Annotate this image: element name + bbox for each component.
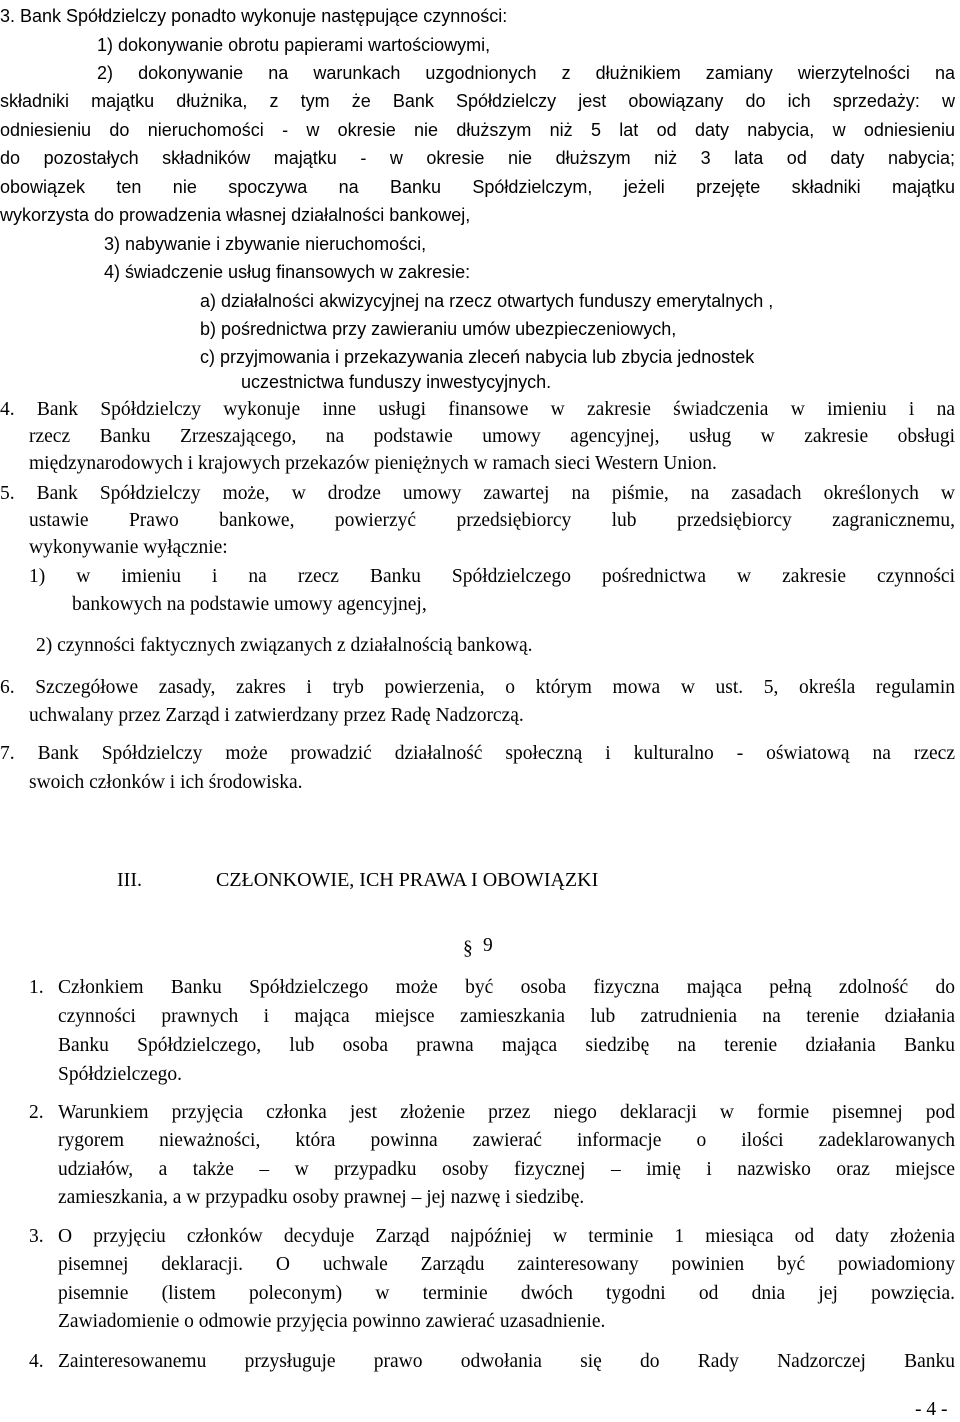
- point-2-line-4: zamieszkania, a w przypadku osoby prawnej – jej nazwę i siedzibę.: [58, 1187, 585, 1208]
- point-3-line-3: pisemnie (listem poleconym) w terminie dwóch tygodni od dnia jej powzięcia.: [58, 1283, 955, 1304]
- point-1-line-3: Banku Spółdzielczego, lub osoba prawna mająca siedzibę na terenie działania Banku: [58, 1035, 955, 1056]
- s4-line-3: międzynarodowych i krajowych przekazów pieniężnych w ramach sieci Western Union.: [29, 453, 717, 474]
- point-2-number: 2.: [29, 1102, 44, 1123]
- s3-item-4: 4) świadczenie usług finansowych w zakresie:: [104, 262, 471, 282]
- s3-item-2-line-1: 2) dokonywanie na warunkach uzgodnionych z dłużnikiem zamiany wierzytelności na: [97, 63, 955, 83]
- s6-line-1: 6. Szczegółowe zasady, zakres i tryb powierzenia, o którym mowa w ust. 5, określa regulamin: [0, 677, 955, 698]
- point-4-number: 4.: [29, 1351, 44, 1372]
- s7-line-1: 7. Bank Spółdzielczy może prowadzić działalność społeczną i kulturalno - oświatową na rzecz: [0, 743, 955, 764]
- s3-item-1: 1) dokonywanie obrotu papierami wartościowymi,: [97, 35, 491, 55]
- s3-item-2-line-4: do pozostałych składników majątku - w okresie nie dłuższym niż 3 lata od daty nabycia;: [0, 148, 955, 168]
- s5-line-1: 5. Bank Spółdzielczy może, w drodze umowy zawartej na piśmie, na zasadach określonych w: [0, 483, 955, 504]
- s3-item-4c-line-2: uczestnictwa funduszy inwestycyjnych.: [241, 372, 552, 392]
- s3-item-2-line-5: obowiązek ten nie spoczywa na Banku Spółdzielczym, jeżeli przejęte składniki majątku: [0, 177, 955, 197]
- page-number: - 4 -: [915, 1399, 948, 1420]
- s3-item-4b: b) pośrednictwa przy zawieraniu umów ubezpieczeniowych,: [200, 319, 677, 339]
- s7-line-2: swoich członków i ich środowiska.: [29, 772, 303, 793]
- s6-line-2: uchwalany przez Zarząd i zatwierdzany przez Radę Nadzorczą.: [29, 705, 524, 726]
- s3-item-3: 3) nabywanie i zbywanie nieruchomości,: [104, 234, 427, 254]
- s4-line-1: 4. Bank Spółdzielczy wykonuje inne usługi finansowe w zakresie świadczenia w imieniu i na: [0, 399, 955, 420]
- point-1-line-1: Członkiem Banku Spółdzielczego może być osoba fizyczna mająca pełną zdolność do: [58, 977, 955, 998]
- section-sign: §: [463, 938, 473, 959]
- point-2-line-2: rygorem nieważności, która powinna zawierać informacje o ilości zadeklarowanych: [58, 1130, 955, 1151]
- s3-item-2-line-6: wykorzysta do prowadzenia własnej działalności bankowej,: [0, 205, 471, 225]
- s5-item-1-line-2: bankowych na podstawie umowy agencyjnej,: [72, 594, 427, 615]
- point-1-number: 1.: [29, 977, 44, 998]
- s5-item-2: 2) czynności faktycznych związanych z działalnością bankową.: [36, 635, 533, 656]
- point-1-line-4: Spółdzielczego.: [58, 1064, 182, 1085]
- point-3-line-2: pisemnej deklaracji. O uchwale Zarządu zainteresowany powinien być powiadomiony: [58, 1254, 955, 1275]
- section-number: 9: [483, 935, 493, 956]
- chapter-number: III.: [117, 869, 142, 891]
- s3-item-2-line-2: składniki majątku dłużnika, z tym że Bank Spółdzielczy jest obowiązany do ich sprzedaży: w: [0, 91, 955, 111]
- chapter-title: CZŁONKOWIE, ICH PRAWA I OBOWIĄZKI: [216, 869, 599, 891]
- point-4-line-1: Zainteresowanemu przysługuje prawo odwołania się do Rady Nadzorczej Banku: [58, 1351, 955, 1372]
- s3-item-4c-line-1: c) przyjmowania i przekazywania zleceń nabycia lub zbycia jednostek: [200, 347, 755, 367]
- s3-item-4a: a) działalności akwizycyjnej na rzecz otwartych funduszy emerytalnych ,: [200, 291, 774, 311]
- s5-line-2: ustawie Prawo bankowe, powierzyć przedsiębiorcy lub przedsiębiorcy zagranicznemu,: [29, 510, 955, 531]
- point-3-number: 3.: [29, 1226, 44, 1247]
- point-3-line-1: O przyjęciu członków decyduje Zarząd najpóźniej w terminie 1 miesiąca od daty złożenia: [58, 1226, 955, 1247]
- s3-item-2-line-3: odniesieniu do nieruchomości - w okresie nie dłuższym niż 5 lat od daty nabycia, w odniesieniu: [0, 120, 955, 140]
- s5-item-1-line-1: 1) w imieniu i na rzecz Banku Spółdzielczego pośrednictwa w zakresie czynności: [29, 566, 955, 587]
- point-3-line-4: Zawiadomienie o odmowie przyjęcia powinno zawierać uzasadnienie.: [58, 1311, 606, 1332]
- point-2-line-3: udziałów, a także – w przypadku osoby fizycznej – imię i nazwisko oraz miejsce: [58, 1159, 955, 1180]
- point-2-line-1: Warunkiem przyjęcia członka jest złożenie przez niego deklaracji w formie pisemnej pod: [58, 1102, 955, 1123]
- s4-line-2: rzecz Banku Zrzeszającego, na podstawie umowy agencyjnej, usług w zakresie obsługi: [29, 426, 955, 447]
- point-1-line-2: czynności prawnych i mająca miejsce zamieszkania lub zatrudnienia na terenie działania: [58, 1006, 955, 1027]
- s3-title: 3. Bank Spółdzielczy ponadto wykonuje następujące czynności:: [0, 6, 508, 26]
- s5-line-3: wykonywanie wyłącznie:: [29, 537, 228, 558]
